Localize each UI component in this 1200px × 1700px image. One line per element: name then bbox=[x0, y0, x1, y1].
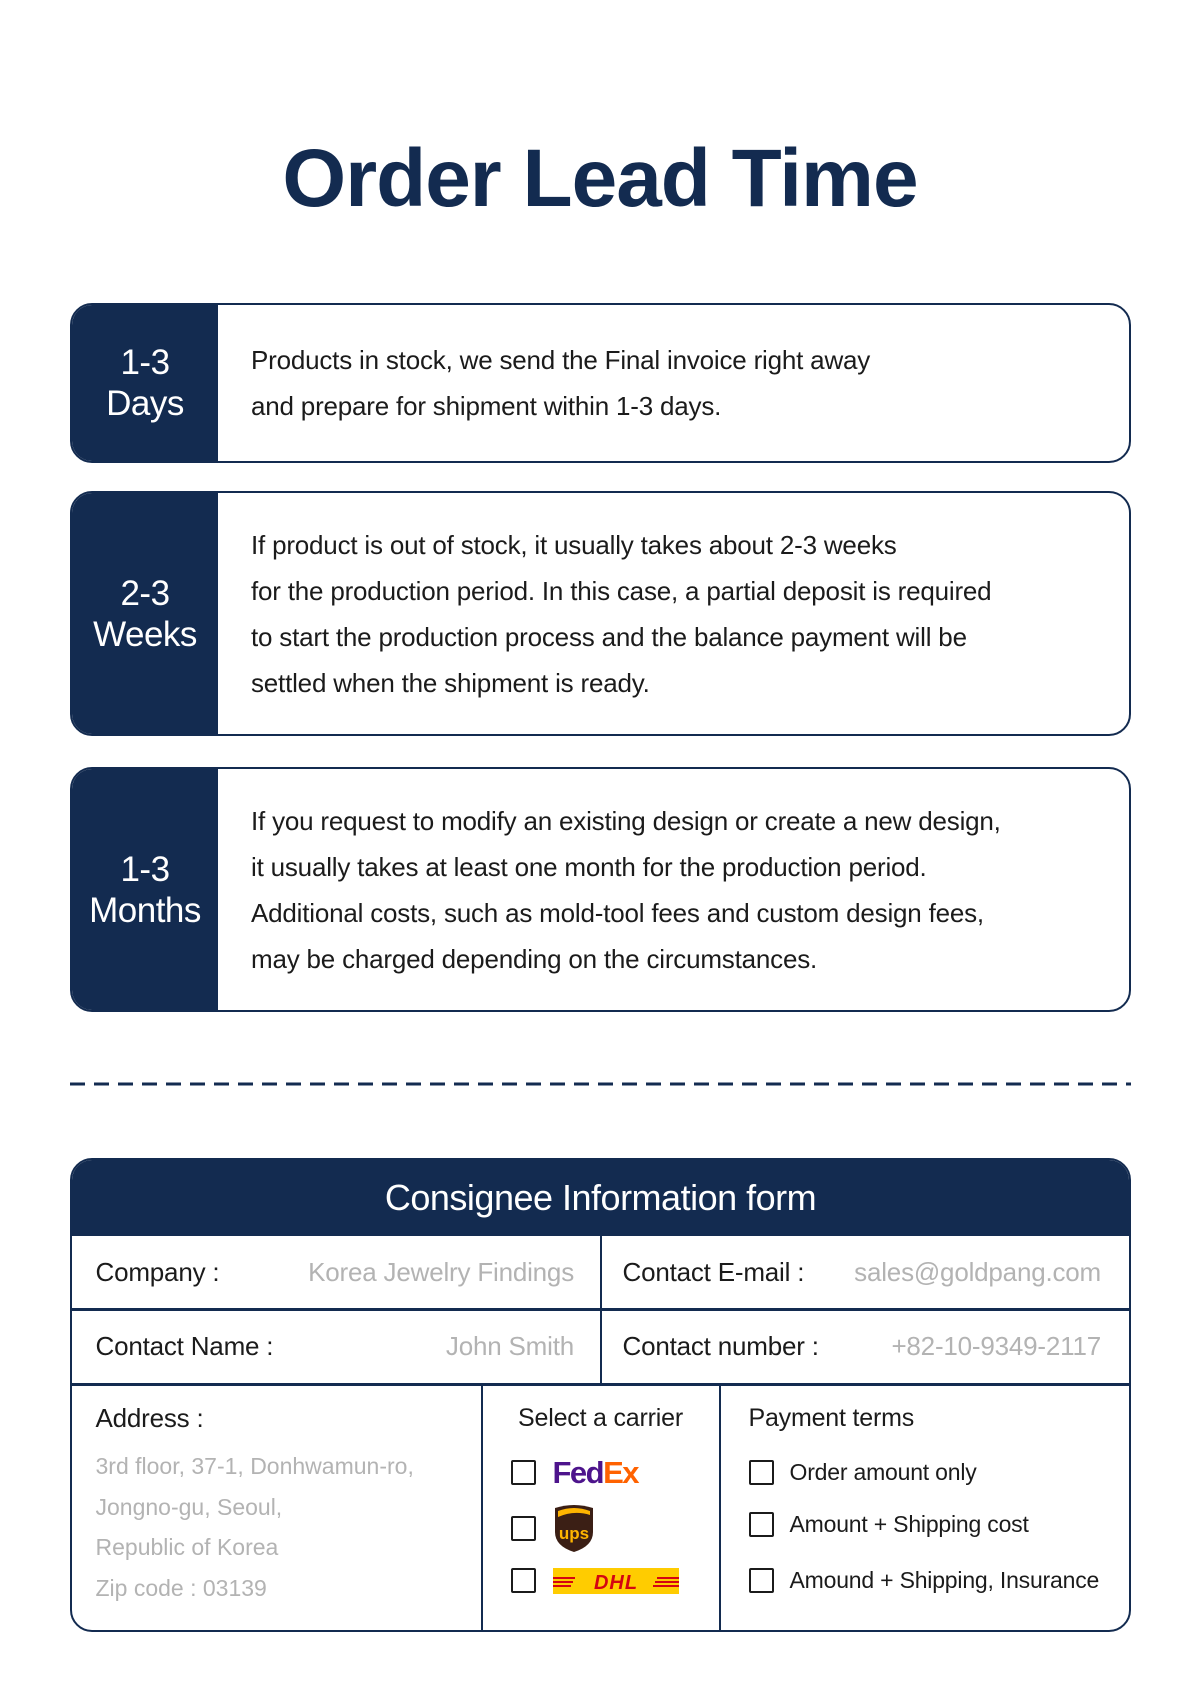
payment-option-label: Amount + Shipping cost bbox=[789, 1511, 1029, 1537]
payment-terms-label: Payment terms bbox=[748, 1404, 915, 1432]
lead-time-description bbox=[218, 305, 1129, 461]
address-placeholder-line: Zip code : 03139 bbox=[95, 1574, 267, 1601]
contact-name-field[interactable] bbox=[72, 1311, 599, 1383]
svg-text:ups: ups bbox=[558, 1524, 589, 1543]
description-line: it usually takes at least one month for the production period. bbox=[251, 851, 927, 882]
email-field[interactable] bbox=[602, 1236, 1128, 1308]
fedex-checkbox[interactable] bbox=[511, 1460, 536, 1485]
email-label: Contact E-mail : bbox=[622, 1256, 805, 1287]
description-line: If product is out of stock, it usually takes about 2-3 weeks bbox=[251, 529, 897, 560]
lead-time-description bbox=[218, 493, 1129, 734]
payment-option-order-amount[interactable] bbox=[749, 1448, 977, 1498]
order-amount-checkbox[interactable] bbox=[749, 1460, 774, 1485]
page-title: Order Lead Time bbox=[282, 133, 918, 224]
amount-shipping-checkbox[interactable] bbox=[749, 1512, 774, 1537]
column-divider bbox=[719, 1385, 722, 1632]
address-placeholder-line: 3rd floor, 37-1, Donhwamun-ro, bbox=[95, 1453, 414, 1479]
contact-number-field[interactable] bbox=[602, 1311, 1128, 1383]
description-line: to start the production process and the balance payment will be bbox=[251, 621, 967, 652]
email-input[interactable] bbox=[804, 1257, 1101, 1288]
contact-number-label: Contact number : bbox=[622, 1331, 819, 1361]
contact-name-label: Contact Name : bbox=[95, 1331, 274, 1361]
payment-option-amount-shipping[interactable] bbox=[749, 1500, 1029, 1550]
lead-time-description bbox=[218, 769, 1129, 1010]
dhl-logo bbox=[553, 1568, 679, 1594]
address-label: Address : bbox=[95, 1403, 204, 1433]
address-field[interactable] bbox=[96, 1446, 414, 1608]
address-placeholder-line: Republic of Korea bbox=[95, 1534, 279, 1560]
duration-badge bbox=[72, 305, 218, 461]
contact-number-input[interactable] bbox=[819, 1331, 1101, 1362]
description-line: for the production period. In this case, a partial deposit is required bbox=[251, 575, 992, 606]
description-line: settled when the shipment is ready. bbox=[251, 667, 650, 698]
description-line: may be charged depending on the circumstances. bbox=[251, 943, 818, 974]
duration-badge bbox=[72, 493, 218, 734]
company-input[interactable] bbox=[219, 1257, 574, 1288]
ups-checkbox[interactable] bbox=[511, 1516, 536, 1541]
lead-time-card-months bbox=[70, 767, 1131, 1012]
company-label: Company : bbox=[95, 1256, 220, 1287]
svg-text:DHL: DHL bbox=[593, 1571, 638, 1594]
contact-name-input[interactable] bbox=[273, 1331, 574, 1362]
form-header: Consignee Information form bbox=[72, 1160, 1129, 1236]
duration-range: 1-3 bbox=[120, 849, 170, 889]
duration-unit: Weeks bbox=[93, 614, 197, 654]
carrier-option-fedex[interactable] bbox=[511, 1448, 639, 1498]
dashed-divider bbox=[70, 1081, 1131, 1087]
payment-option-label: Amound + Shipping, Insurance bbox=[789, 1567, 1100, 1593]
carrier-option-ups[interactable] bbox=[511, 1503, 595, 1553]
lead-time-card-days bbox=[70, 303, 1131, 463]
payment-option-label: Order amount only bbox=[789, 1459, 977, 1485]
description-line: and prepare for shipment within 1-3 days. bbox=[251, 391, 722, 421]
address-placeholder-line: Jongno-gu, Seoul, bbox=[95, 1493, 283, 1520]
description-line: If you request to modify an existing design or create a new design, bbox=[251, 805, 1001, 836]
fedex-logo: FedEx bbox=[552, 1454, 639, 1490]
duration-range: 1-3 bbox=[120, 343, 170, 382]
company-field[interactable] bbox=[72, 1236, 599, 1308]
payment-option-amount-shipping-insurance[interactable] bbox=[749, 1556, 1100, 1606]
duration-range: 2-3 bbox=[120, 573, 170, 613]
amount-shipping-insurance-checkbox[interactable] bbox=[749, 1568, 774, 1593]
duration-unit: Months bbox=[89, 890, 201, 930]
lead-time-card-weeks bbox=[70, 491, 1131, 736]
duration-badge bbox=[72, 769, 218, 1010]
description-line: Additional costs, such as mold-tool fees and custom design fees, bbox=[251, 897, 984, 928]
carrier-label: Select a carrier bbox=[518, 1404, 683, 1432]
consignee-form bbox=[70, 1158, 1131, 1632]
dhl-checkbox[interactable] bbox=[511, 1568, 536, 1593]
ups-logo bbox=[553, 1503, 595, 1553]
carrier-option-dhl[interactable] bbox=[511, 1556, 679, 1606]
description-line: Products in stock, we send the Final invoice right away bbox=[251, 345, 871, 375]
duration-unit: Days bbox=[106, 384, 184, 423]
